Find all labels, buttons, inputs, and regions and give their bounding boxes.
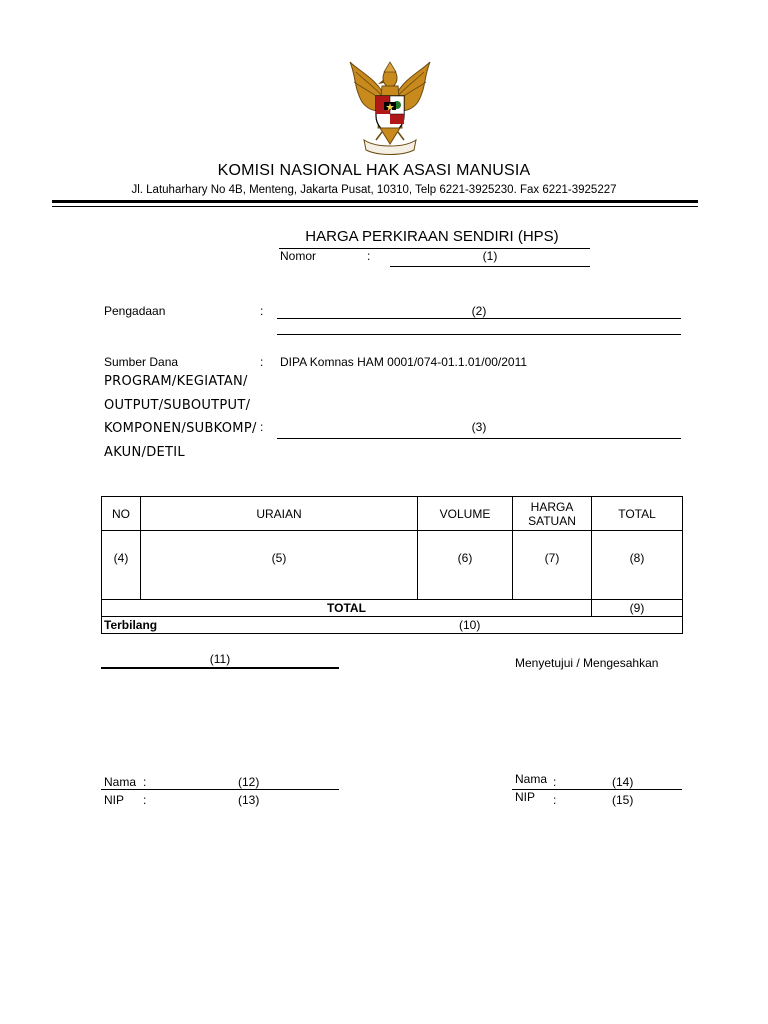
program-label <box>104 370 257 464</box>
program-line: PROGRAM/KEGIATAN/ <box>104 374 248 389</box>
header-no: NO <box>102 497 141 531</box>
cell-volume: (6) <box>418 531 513 600</box>
total-label: TOTAL <box>102 600 592 617</box>
header-volume: VOLUME <box>418 497 513 531</box>
left-nama-colon: : <box>143 775 147 789</box>
left-nip-label: NIP <box>104 793 125 807</box>
signature-right-approval: Menyetujui / Mengesahkan <box>515 656 659 670</box>
table-total-row <box>102 600 683 617</box>
program-line: OUTPUT/SUBOUTPUT/ <box>104 397 251 413</box>
pengadaan-underline-1 <box>277 318 681 319</box>
cell-no: (4) <box>102 531 141 600</box>
nomor-colon: : <box>367 249 371 263</box>
sumber-dana-colon: : <box>260 355 264 369</box>
right-nip-colon: : <box>553 793 557 807</box>
header-harga-satuan <box>513 497 592 531</box>
header-rule-thick <box>52 200 698 203</box>
right-nip-value: (15) <box>612 793 634 807</box>
program-colon: : <box>260 420 264 434</box>
program-line: AKUN/DETIL <box>104 444 185 460</box>
cell-uraian: (5) <box>141 531 418 600</box>
left-nama-underline <box>101 789 339 790</box>
right-nip-label: NIP <box>515 790 536 804</box>
left-nama-label: Nama <box>104 775 137 789</box>
garuda-emblem-icon <box>346 58 434 156</box>
pengadaan-colon: : <box>260 304 264 318</box>
pengadaan-underline-2 <box>277 334 681 335</box>
pengadaan-value: (2) <box>471 304 487 318</box>
total-value: (9) <box>592 600 683 617</box>
terbilang-value: (10) <box>459 618 481 632</box>
right-nama-value: (14) <box>612 775 634 789</box>
table-row <box>102 531 683 600</box>
header-harga-line1: HARGA <box>530 499 574 514</box>
hps-table <box>101 496 683 634</box>
left-nip-colon: : <box>143 793 147 807</box>
program-underline <box>277 438 681 439</box>
header-harga-line2: SATUAN <box>528 513 576 528</box>
signature-left-date-underline <box>101 667 339 669</box>
left-nip-value: (13) <box>238 793 260 807</box>
right-nama-colon: : <box>553 775 557 789</box>
table-header-row <box>102 497 683 531</box>
table-terbilang-row <box>102 617 683 634</box>
terbilang-label: Terbilang <box>104 618 158 632</box>
nomor-underline <box>390 266 590 267</box>
terbilang-cell <box>102 617 683 634</box>
cell-total: (8) <box>592 531 683 600</box>
right-nama-label: Nama <box>515 772 548 786</box>
header-total: TOTAL <box>592 497 683 531</box>
signature-left-date: (11) <box>209 652 231 666</box>
program-line: KOMPONEN/SUBKOMP/ <box>104 421 257 436</box>
pengadaan-label: Pengadaan <box>104 304 166 318</box>
sumber-dana-label: Sumber Dana <box>104 355 179 369</box>
nomor-label: Nomor <box>280 249 317 263</box>
cell-harga: (7) <box>513 531 592 600</box>
header-rule-thin <box>52 206 698 207</box>
organization-address: Jl. Latuharhary No 4B, Menteng, Jakarta Pusat, 10310, Telp 6221-3925230. Fax 6221-3925227 <box>131 184 617 196</box>
document-title: HARGA PERKIRAAN SENDIRI (HPS) <box>305 228 559 245</box>
program-value: (3) <box>471 420 487 434</box>
header-uraian: URAIAN <box>141 497 418 531</box>
organization-name: KOMISI NASIONAL HAK ASASI MANUSIA <box>217 162 531 179</box>
sumber-dana-value: DIPA Komnas HAM 0001/074-01.1.01/00/2011 <box>280 355 528 369</box>
right-nama-underline <box>512 789 682 790</box>
left-nama-value: (12) <box>238 775 260 789</box>
nomor-value: (1) <box>482 249 498 263</box>
